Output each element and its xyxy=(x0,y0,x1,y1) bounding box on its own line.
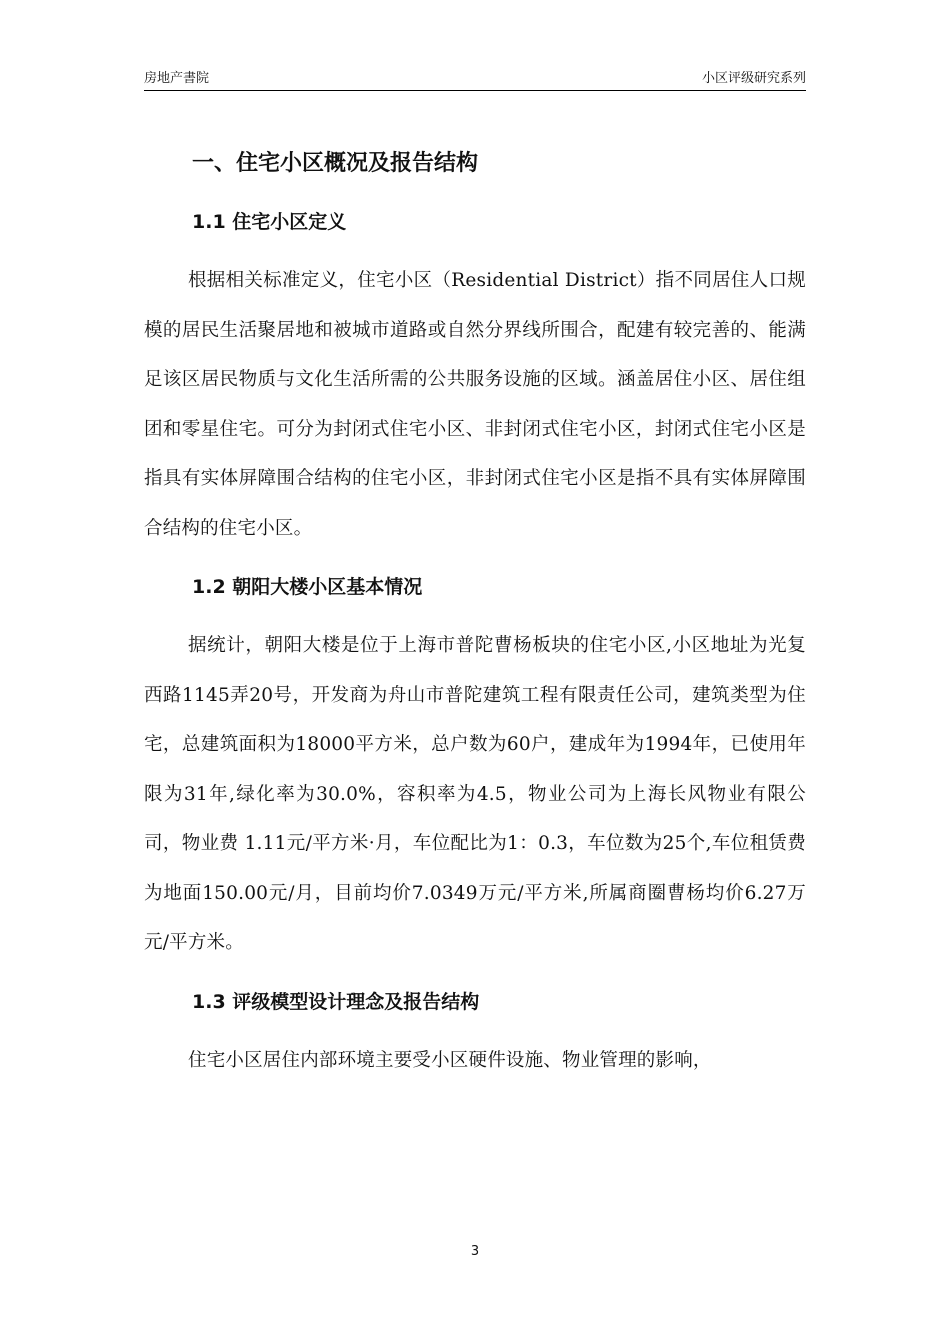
section-paragraph-1-1: 根据相关标准定义，住宅小区（Residential District）指不同居住人口规模的居民生活聚居地和被城市道路或自然分界线所围合，配建有较完善的、能满足该区居民物质与文化生活所需的公共服务设施的区域。涵盖居住小区、居住组团和零星住宅。可分为封闭式住宅小区、非封闭式住宅小区，封闭式住宅小区是指具有实体屏障围合结构的住宅小区，非封闭式住宅小区是指不具有实体屏障围合结构的住宅小区。 xyxy=(144,270,806,539)
section-title-1-2: 1.2 朝阳大楼小区基本情况 xyxy=(192,576,423,598)
section-title-1-3: 1.3 评级模型设计理念及报告结构 xyxy=(192,990,480,1013)
page-number: 3 xyxy=(470,1244,480,1259)
section-title-1-1: 1.1 住宅小区定义 xyxy=(192,211,347,233)
page-content xyxy=(144,140,806,1085)
running-header xyxy=(144,66,806,91)
section-paragraph-1-2: 据统计，朝阳大楼是位于上海市普陀曹杨板块的住宅小区,小区地址为光复西路1145弄20号，开发商为舟山市普陀建筑工程有限责任公司，建筑类型为住宅，总建筑面积为18000平方米，总户数为60户，建成年为1994年，已使用年限为31年,绿化率为30.0%，容积率为4.5，物业公司为上海长风物业有限公司，物业费 1.11元/平方米·月，车位配比为1：0.3，车位数为25个,车位租赁费为地面150.00元/月，目前均价7.0349万元/平方米,所属商圈曹杨均价6.27万元/平方米。 xyxy=(144,635,806,953)
section-paragraph-1-3: 住宅小区居住内部环境主要受小区硬件设施、物业管理的影响， xyxy=(188,1049,712,1071)
chapter-title: 一、住宅小区概况及报告结构 xyxy=(192,151,479,176)
header-publisher: 房地产書院 xyxy=(144,71,210,86)
header-series-title: 小区评级研究系列 xyxy=(701,71,806,86)
